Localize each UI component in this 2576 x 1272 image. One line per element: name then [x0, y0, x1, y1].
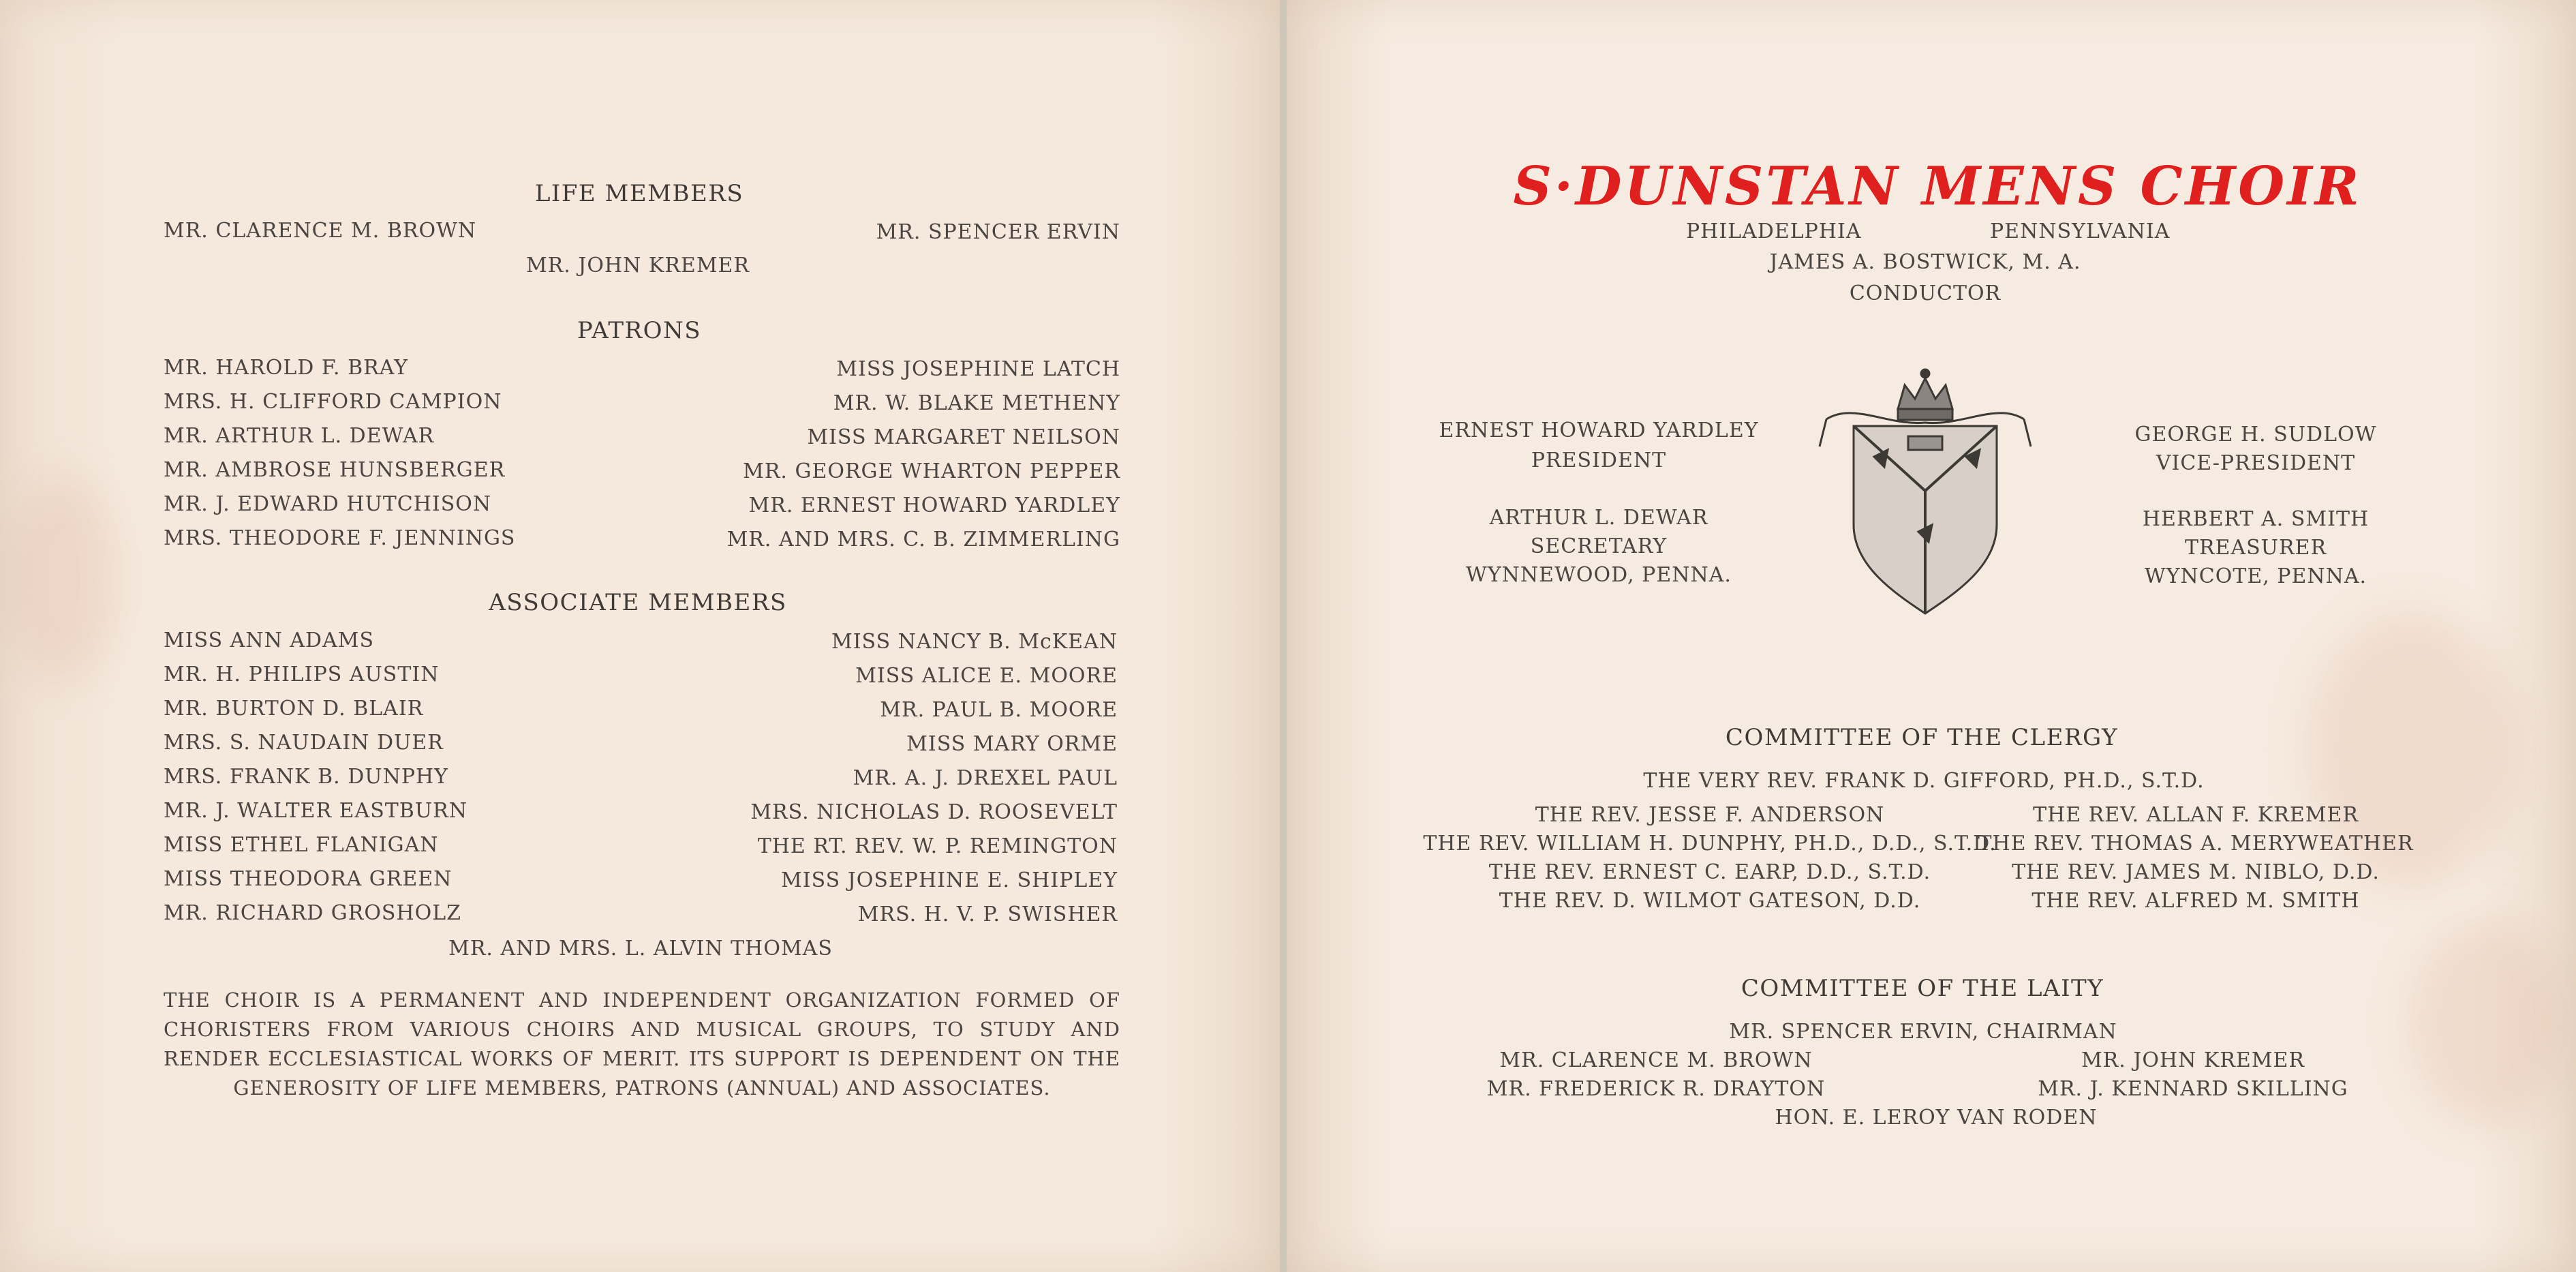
patron-name: MRS. H. CLIFFORD CAMPION — [164, 390, 502, 414]
associate-name: THE RT. REV. W. P. REMINGTON — [757, 834, 1118, 858]
associate-name: MISS NANCY B. McKEAN — [831, 630, 1118, 654]
patron-name: MR. J. EDWARD HUTCHISON — [164, 492, 492, 516]
officer-line: TREASURER — [2184, 536, 2327, 560]
life-members-heading: LIFE MEMBERS — [534, 180, 744, 207]
life-member-name: MR. CLARENCE M. BROWN — [164, 219, 477, 243]
laity-heading: COMMITTEE OF THE LAITY — [1741, 975, 2104, 1002]
officer-line: PRESIDENT — [1531, 449, 1667, 472]
officer-line: ARTHUR L. DEWAR — [1489, 506, 1708, 530]
associate-name: MISS THEODORA GREEN — [164, 867, 453, 891]
patron-name: MR. GEORGE WHARTON PEPPER — [743, 459, 1120, 483]
life-member-name: MR. SPENCER ERVIN — [876, 220, 1120, 244]
choir-description — [164, 986, 1120, 1103]
associate-name: MR. J. WALTER EASTBURN — [164, 799, 467, 823]
patron-name: MR. AND MRS. C. B. ZIMMERLING — [726, 528, 1120, 551]
choir-description-last-line: GENEROSITY OF LIFE MEMBERS, PATRONS (ANNUAL) AND ASSOCIATES. — [233, 1076, 1051, 1100]
officer-line: HERBERT A. SMITH — [2142, 507, 2370, 531]
officer-line: WYNNEWOOD, PENNA. — [1466, 563, 1732, 587]
life-member-name: MR. JOHN KREMER — [525, 254, 750, 277]
patron-name: MR. ARTHUR L. DEWAR — [164, 424, 435, 448]
clergy-member: THE REV. D. WILMOT GATESON, D.D. — [1499, 889, 1921, 913]
clergy-member: THE REV. JESSE F. ANDERSON — [1535, 803, 1885, 827]
associate-name: MISS JOSEPHINE E. SHIPLEY — [781, 868, 1118, 892]
laity-member: MR. FREDERICK R. DRAYTON — [1486, 1077, 1826, 1101]
associate-name: MR. RICHARD GROSHOLZ — [164, 901, 461, 925]
clergy-member: THE REV. WILLIAM H. DUNPHY, PH.D., D.D., S.T.D. — [1423, 832, 1997, 855]
associate-name: MISS ALICE E. MOORE — [855, 664, 1118, 688]
state-label: PENNSYLVANIA — [1990, 219, 2171, 243]
associate-members-heading: ASSOCIATE MEMBERS — [489, 589, 787, 616]
associate-name: MRS. H. V. P. SWISHER — [857, 903, 1118, 926]
clergy-heading: COMMITTEE OF THE CLERGY — [1725, 724, 2119, 751]
clergy-member: THE REV. THOMAS A. MERYWEATHER — [1978, 832, 2414, 855]
associate-name: MR. BURTON D. BLAIR — [164, 697, 424, 721]
patron-name: MRS. THEODORE F. JENNINGS — [164, 526, 516, 550]
city-label: PHILADELPHIA — [1686, 219, 1862, 243]
clergy-member: THE VERY REV. FRANK D. GIFFORD, PH.D., S.T.D. — [1643, 769, 2205, 793]
associate-name: MRS. NICHOLAS D. ROOSEVELT — [750, 800, 1118, 824]
associate-name: MISS ETHEL FLANIGAN — [164, 833, 439, 857]
associate-name: MR. PAUL B. MOORE — [880, 698, 1118, 722]
patron-name: MR. W. BLAKE METHENY — [833, 391, 1120, 415]
patron-name: MR. ERNEST HOWARD YARDLEY — [748, 494, 1120, 517]
associate-name: MR. A. J. DREXEL PAUL — [853, 766, 1118, 790]
officer-line: VICE-PRESIDENT — [2156, 451, 2356, 475]
patron-name: MR. AMBROSE HUNSBERGER — [164, 458, 506, 482]
officer-line: GEORGE H. SUDLOW — [2134, 423, 2377, 446]
clergy-member: THE REV. ERNEST C. EARP, D.D., S.T.D. — [1488, 860, 1931, 884]
officer-line: ERNEST HOWARD YARDLEY — [1439, 419, 1759, 442]
associate-name: MISS MARY ORME — [906, 732, 1118, 756]
choir-title: S·DUNSTAN MENS CHOIR — [1513, 155, 2362, 217]
conductor-role: CONDUCTOR — [1849, 282, 2002, 305]
laity-member: MR. SPENCER ERVIN, CHAIRMAN — [1729, 1020, 2117, 1044]
patron-name: MISS MARGARET NEILSON — [807, 425, 1120, 449]
choir-description-body: THE CHOIR IS A PERMANENT AND INDEPENDENT ORGANIZATION FORMED OF CHORISTERS FROM VARIOUS CHOIRS AND MUSICAL GROUPS, TO STUDY AND RENDER ECCLESIASTICAL WORKS OF MERIT. ITS SUPPORT IS DEPENDENT ON THE — [164, 988, 1120, 1070]
associate-name: MRS. FRANK B. DUNPHY — [164, 765, 448, 789]
center-fold — [1280, 0, 1287, 1272]
clergy-member: THE REV. ALLAN F. KREMER — [2033, 803, 2359, 827]
patron-name: MR. HAROLD F. BRAY — [164, 356, 409, 380]
patron-name: MISS JOSEPHINE LATCH — [836, 357, 1120, 381]
laity-member: MR. CLARENCE M. BROWN — [1499, 1048, 1813, 1072]
associate-name: MR. H. PHILIPS AUSTIN — [164, 663, 440, 686]
coat-of-arms-icon — [1813, 361, 2038, 620]
conductor-name: JAMES A. BOSTWICK, M. A. — [1769, 250, 2081, 274]
laity-member: MR. JOHN KREMER — [2081, 1048, 2305, 1072]
officer-line: WYNCOTE, PENNA. — [2144, 564, 2367, 588]
laity-member: MR. J. KENNARD SKILLING — [2038, 1077, 2348, 1101]
clergy-member: THE REV. ALFRED M. SMITH — [2031, 889, 2360, 913]
laity-member: HON. E. LEROY VAN RODEN — [1775, 1106, 2098, 1130]
associate-name: MRS. S. NAUDAIN DUER — [164, 731, 444, 755]
clergy-member: THE REV. JAMES M. NIBLO, D.D. — [2012, 860, 2380, 884]
patrons-heading: PATRONS — [577, 317, 702, 344]
officer-line: SECRETARY — [1530, 534, 1668, 558]
associate-name: MISS ANN ADAMS — [164, 629, 375, 652]
associate-name: MR. AND MRS. L. ALVIN THOMAS — [448, 937, 833, 960]
